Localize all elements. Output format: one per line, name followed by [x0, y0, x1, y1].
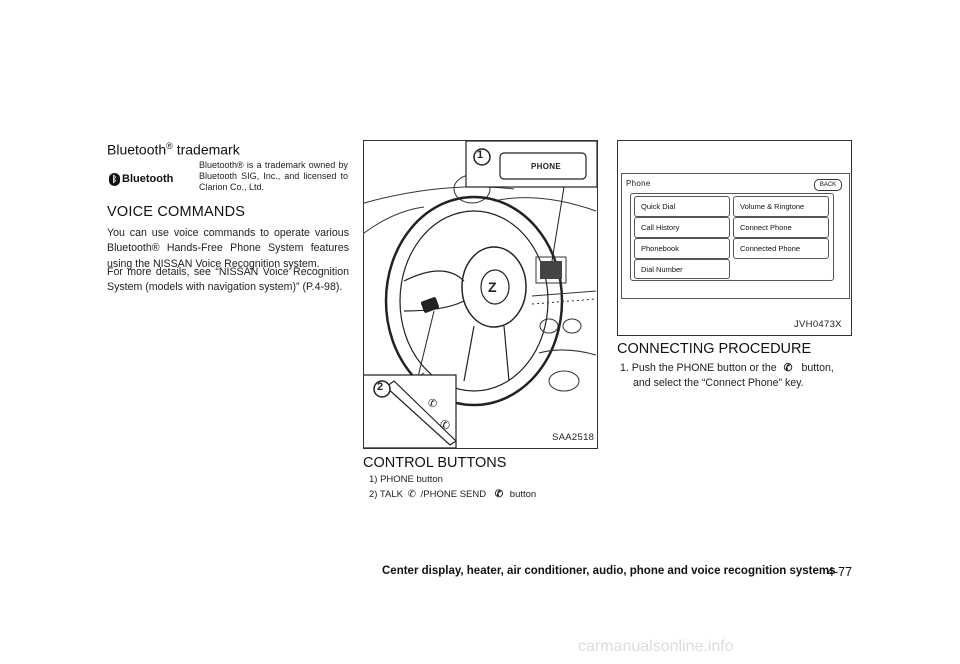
phone-button-label: PHONE: [531, 162, 561, 171]
talk-icon: ✆: [428, 398, 438, 410]
registered-mark: ®: [166, 141, 173, 151]
control-buttons-heading: CONTROL BUTTONS: [363, 455, 507, 471]
menu-quick-dial[interactable]: Quick Dial: [634, 196, 730, 217]
menu-connect-phone[interactable]: Connect Phone: [733, 217, 829, 238]
phone-menu-figure: [617, 140, 852, 336]
voice-recognition-reference: For more details, see “NISSAN Voice Recognition System (models with navigation system)” (P.4-98).: [107, 266, 349, 294]
control-item-2-phone-send: /PHONE SEND: [420, 489, 487, 500]
callout-2-number: 2: [377, 381, 384, 393]
steering-wheel-figure: [363, 140, 598, 449]
bluetooth-heading-rest: trademark: [172, 141, 240, 158]
menu-call-history[interactable]: Call History: [634, 217, 730, 238]
back-button[interactable]: [814, 179, 842, 191]
page-number: 4-77: [827, 565, 853, 579]
phone-send-icon: ✆: [440, 418, 451, 432]
bluetooth-logo: [109, 172, 177, 186]
bluetooth-icon: ᛒ: [109, 173, 120, 186]
connecting-procedure-heading: CONNECTING PROCEDURE: [617, 341, 812, 357]
control-item-2: [369, 489, 536, 500]
bluetooth-logo-text: Bluetooth: [122, 173, 174, 185]
phone-send-icon: ✆: [783, 362, 793, 374]
menu-volume-ringtone[interactable]: Volume & Ringtone: [733, 196, 829, 217]
menu-connected-phone[interactable]: Connected Phone: [733, 238, 829, 259]
figure-2-caption: JVH0473X: [794, 319, 842, 330]
bluetooth-heading-text: Bluetooth: [107, 141, 167, 158]
voice-commands-paragraph: You can use voice commands to operate various Bluetooth® Hands-Free Phone System features using the NISSAN Voice Recognition system.: [107, 227, 349, 270]
bluetooth-trademark-note: Bluetooth® is a trademark owned by Bluetooth SIG, Inc., and licensed to Clarion Co., Ltd.: [199, 160, 348, 192]
step-1-button-word: button,: [801, 362, 834, 374]
svg-text:Z: Z: [488, 279, 497, 295]
bluetooth-heading: [107, 141, 240, 158]
control-item-1: 1) PHONE button: [369, 474, 443, 485]
section-footer: Center display, heater, air conditioner, audio, phone and voice recognition systems: [382, 565, 836, 577]
phone-send-icon: ✆: [494, 489, 504, 500]
connecting-step-1: [620, 361, 856, 392]
back-button-label: BACK: [819, 182, 837, 188]
steering-wheel-illustration: [364, 141, 597, 448]
callout-1-number: 1: [477, 149, 484, 161]
step-1-text: 1. Push the PHONE button or the: [620, 362, 777, 374]
talk-icon: ✆: [407, 489, 417, 500]
step-1-continued: and select the “Connect Phone” key.: [633, 377, 804, 390]
control-item-2-button-word: button: [509, 489, 537, 500]
screen-title: Phone: [626, 179, 651, 188]
control-item-2-talk: 2) TALK: [369, 489, 403, 500]
figure-1-caption: SAA2518: [552, 432, 595, 443]
voice-commands-heading: VOICE COMMANDS: [107, 204, 246, 220]
menu-dial-number[interactable]: Dial Number: [634, 259, 730, 279]
watermark: carmanualsonline.info: [578, 638, 734, 655]
menu-phonebook[interactable]: Phonebook: [634, 238, 730, 259]
